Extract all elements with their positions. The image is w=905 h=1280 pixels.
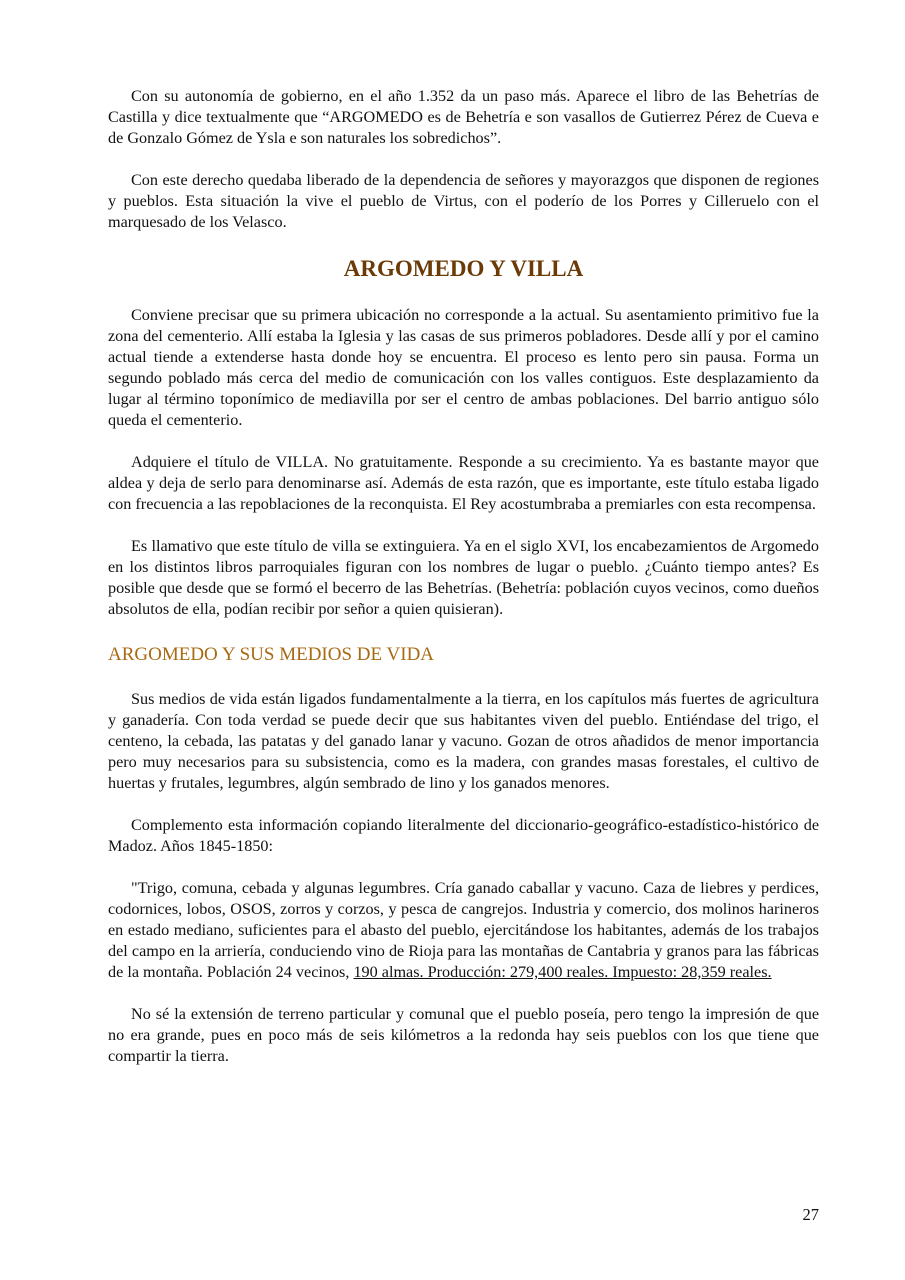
paragraph-behetrias: Con su autonomía de gobierno, en el año 1.352 da un paso más. Aparece el libro de las Behetrías de Castilla y dice textualmente que “ARGOMEDO es de Behetría e son vasallos de Gutierrez Pérez de Cueva e de Gonzalo Gómez de Ysla e son naturales los sobredichos”. (108, 87, 819, 147)
paragraph-madoz-quote (108, 878, 819, 983)
paragraph-titulo-villa: Adquiere el título de VILLA. No gratuitamente. Responde a su crecimiento. Ya es bastante mayor que aldea y deja de serlo para denominarse así. Además de esta razón, que es importante, este título estaba ligado con frecuencia a las repoblaciones de la reconquista. El Rey acostumbraba a premiarles con esta recompensa. (108, 453, 819, 513)
paragraph-liberado: Con este derecho quedaba liberado de la dependencia de señores y mayorazgos que disponen de regiones y pueblos. Esta situación la vive el pueblo de Virtus, con el poderío de los Porres y Cilleruelo con el marquesado de los Velasco. (108, 171, 819, 231)
page-number: 27 (802, 1205, 819, 1224)
paragraph-closing: No sé la extensión de terreno particular y comunal que el pueblo poseía, pero tengo la impresión de que no era grande, pues en poco más de seis kilómetros a la redonda hay seis pueblos con los que tiene que compartir la tierra. (108, 1005, 819, 1065)
document-page (108, 86, 819, 1088)
paragraph-ubicacion: Conviene precisar que su primera ubicación no corresponde a la actual. Su asentamiento primitivo fue la zona del cementerio. Allí estaba la Iglesia y las casas de sus primeros pobladores. Desde allí y por el camino actual tiende a extenderse hasta donde hoy se encuentra. El proceso es lento pero sin pausa. Forma un segundo poblado más cerca del medio de comunicación con los valles contiguos. Este desplazamiento da lugar al término toponímico de mediavilla por ser el centro de ambas poblaciones. Del barrio antiguo sólo queda el cementerio. (108, 306, 819, 429)
quote-text: "Trigo, comuna, cebada y algunas legumbres. Cría ganado caballar y vacuno. Caza de liebres y perdices, codornices, lobos, OSOS, zorros y corzos, y pesca de cangrejos. Industria y comercio, dos molinos harineros en estado mediano, suficientes para el abasto del pueblo, ejercitándose los habitantes, además de los trabajos del campo en la arriería, conduciendo vino de Rioja para las montañas de Cantabria y granos para las fábricas de la montaña. Población 24 vecinos, (108, 879, 819, 981)
paragraph-medios-vida: Sus medios de vida están ligados fundamentalmente a la tierra, en los capítulos más fuertes de agricultura y ganadería. Con toda verdad se puede decir que sus habitantes viven del pueblo. Entiéndase del trigo, el centeno, la cebada, las patatas y del ganado lanar y vacuno. Gozan de otros añadidos de menor importancia pero muy necesarios para su subsistencia, como es la madera, con grandes masas forestales, el cultivo de huertas y frutales, legumbres, algún sembrado de lino y los ganados menores. (108, 690, 819, 792)
paragraph-madoz-intro: Complemento esta información copiando literalmente del diccionario-geográfico-estadístico-histórico de Madoz. Años 1845-1850: (108, 816, 819, 855)
subsection-title: ARGOMEDO Y SUS MEDIOS DE VIDA (108, 644, 435, 665)
paragraph-extinguiera: Es llamativo que este título de villa se extinguiera. Ya en el siglo XVI, los encabezamientos de Argomedo en los distintos libros parroquiales figuran con los nombres de lugar o pueblo. ¿Cuánto tiempo antes? Es posible que desde que se formó el becerro de las Behetrías. (Behetría: población cuyos vecinos, como dueños absolutos de ella, podían recibir por señor a quien quisieran). (108, 537, 819, 618)
section-title: ARGOMEDO Y VILLA (343, 256, 584, 281)
quote-underlined-text: 190 almas. Producción: 279,400 reales. Impuesto: 28,359 reales. (353, 963, 772, 981)
